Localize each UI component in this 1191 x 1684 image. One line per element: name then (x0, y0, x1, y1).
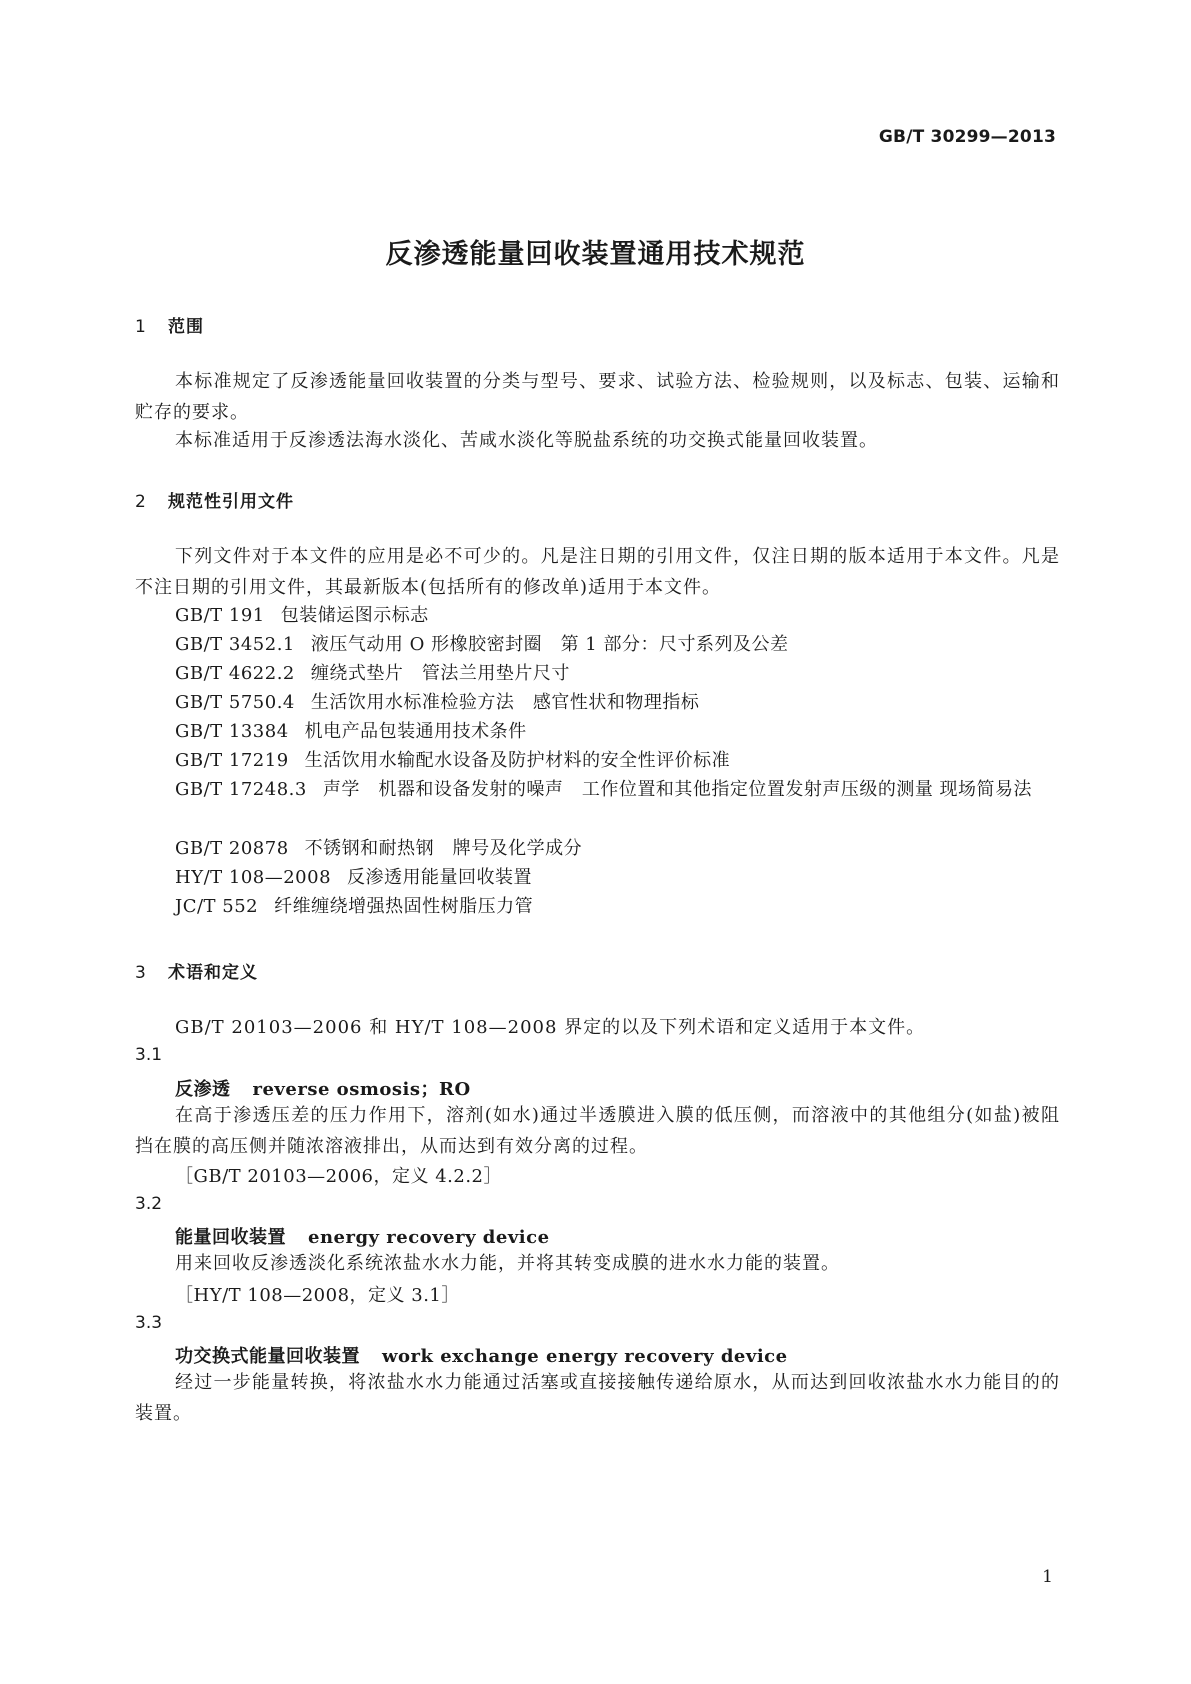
references-intro: 下列文件对于本文件的应用是必不可少的。凡是注日期的引用文件，仅注日期的版本适用于本文件。凡是不注日期的引用文件，其最新版本(包括所有的修改单)适用于本文件。 (135, 546, 1060, 598)
reference-title: 液压气动用 O 形橡胶密封圈 第 1 部分：尺寸系列及公差 (310, 634, 789, 655)
reference-code: GB/T 5750.4 (175, 692, 295, 713)
term-name (175, 1342, 788, 1368)
term-name-zh: 功交换式能量回收装置 (175, 1346, 360, 1367)
reference-title: 不锈钢和耐热钢 牌号及化学成分 (304, 838, 583, 859)
reference-code: GB/T 17219 (175, 750, 289, 771)
section-number: 2 (135, 492, 147, 512)
scope-paragraph-2: 本标准适用于反渗透法海水淡化、苦咸水淡化等脱盐系统的功交换式能量回收装置。 (175, 430, 878, 451)
section-heading-terms-definitions (135, 958, 258, 983)
document-title: 反渗透能量回收装置通用技术规范 (385, 239, 806, 270)
section-title: 术语和定义 (168, 963, 258, 983)
reference-item (175, 891, 533, 922)
term-definition: 经过一步能量转换，将浓盐水水力能通过活塞或直接接触传递给原水，从而达到回收浓盐水水力能目的的装置。 (135, 1372, 1060, 1424)
reference-title: 生活饮用水输配水设备及防护材料的安全性评价标准 (304, 750, 731, 771)
term-number: 3.3 (135, 1313, 163, 1333)
reference-code: JC/T 552 (175, 896, 259, 917)
term-definition: 在高于渗透压差的压力作用下，溶剂(如水)通过半透膜进入膜的低压侧，而溶液中的其他组分(如盐)被阻挡在膜的高压侧并随浓溶液排出，从而达到有效分离的过程。 (135, 1105, 1060, 1157)
section-number: 1 (135, 317, 147, 337)
section-number: 3 (135, 963, 147, 983)
term-number: 3.2 (135, 1194, 163, 1214)
standard-code: GB/T 30299—2013 (878, 127, 1056, 147)
reference-title: 包装储运图示标志 (280, 605, 429, 626)
term-name (175, 1223, 550, 1249)
reference-title: 机电产品包装通用技术条件 (304, 721, 527, 742)
reference-title: 缠绕式垫片 管法兰用垫片尺寸 (310, 663, 570, 684)
reference-title: 纤维缠绕增强热固性树脂压力管 (274, 896, 534, 917)
reference-title: 生活饮用水标准检验方法 感官性状和物理指标 (310, 692, 700, 713)
section-title: 范围 (168, 317, 204, 337)
term-name (175, 1075, 471, 1101)
section-heading-normative-references (135, 487, 294, 512)
reference-item (175, 629, 788, 660)
reference-item (135, 774, 1060, 805)
term-number: 3.1 (135, 1045, 163, 1065)
reference-item (175, 745, 730, 776)
reference-item (175, 658, 570, 689)
reference-item (175, 687, 699, 718)
reference-title: 反渗透用能量回收装置 (347, 867, 533, 888)
terms-intro: GB/T 20103—2006 和 HY/T 108—2008 界定的以及下列术语和定义适用于本文件。 (175, 1017, 926, 1038)
term-name-en: work exchange energy recovery device (382, 1346, 788, 1367)
term-name-zh: 反渗透 (175, 1079, 231, 1100)
term-source: ［HY/T 108—2008，定义 3.1］ (175, 1285, 460, 1306)
term-source: ［GB/T 20103—2006，定义 4.2.2］ (175, 1166, 502, 1187)
reference-code: GB/T 13384 (175, 721, 289, 742)
reference-code: HY/T 108—2008 (175, 867, 332, 888)
term-name-en: reverse osmosis；RO (252, 1079, 471, 1100)
reference-item (175, 716, 527, 747)
term-name-en: energy recovery device (308, 1227, 550, 1248)
reference-item (175, 862, 532, 893)
section-title: 规范性引用文件 (168, 492, 294, 512)
reference-code: GB/T 17248.3 (175, 779, 307, 800)
section-heading-scope (135, 312, 204, 337)
reference-code: GB/T 20878 (175, 838, 289, 859)
page-number: 1 (1042, 1567, 1053, 1587)
reference-item (175, 833, 582, 864)
reference-code: GB/T 191 (175, 605, 265, 626)
reference-item (175, 600, 429, 631)
term-name-zh: 能量回收装置 (175, 1227, 286, 1248)
scope-paragraph-1: 本标准规定了反渗透能量回收装置的分类与型号、要求、试验方法、检验规则，以及标志、包装、运输和贮存的要求。 (135, 371, 1060, 423)
term-definition: 用来回收反渗透淡化系统浓盐水水力能，并将其转变成膜的进水水力能的装置。 (175, 1253, 840, 1274)
reference-title: 声学 机器和设备发射的噪声 工作位置和其他指定位置发射声压级的测量 现场简易法 (322, 779, 1033, 800)
reference-code: GB/T 3452.1 (175, 634, 295, 655)
reference-code: GB/T 4622.2 (175, 663, 295, 684)
